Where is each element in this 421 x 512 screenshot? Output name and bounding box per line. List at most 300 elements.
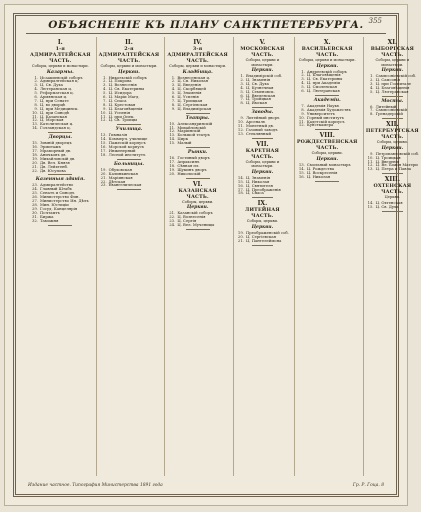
entry-number: 19. xyxy=(100,166,107,172)
entry-number: 22. xyxy=(31,167,38,173)
entry-text: Эрмитажъ xyxy=(40,144,62,150)
entry-number: 16. xyxy=(237,182,244,188)
entry-text: Малый xyxy=(177,140,192,146)
section-divider xyxy=(48,225,72,226)
category-heading: Церкви. xyxy=(251,169,274,175)
entry-text: Ц. Скорбящей xyxy=(177,86,207,92)
entry-number: 3. xyxy=(369,80,374,86)
section-number: IX. xyxy=(257,200,268,208)
entry-text: Сенатъ и Синодъ xyxy=(40,190,75,196)
section-title: ПЕТЕРБУРГСКАЯ ЧАСТЬ. xyxy=(365,128,419,141)
entry-number: 14. xyxy=(298,165,305,171)
entry-number: 14. xyxy=(367,199,374,205)
entry-text: Ц. при Госпитале xyxy=(375,80,412,86)
entry-number: 3. xyxy=(103,82,107,88)
entry-text: Гостиный дворъ xyxy=(177,155,210,161)
entry-number: 14. xyxy=(169,136,176,142)
legend-column xyxy=(28,37,93,476)
entry-number: 4. xyxy=(240,84,244,90)
legend-column xyxy=(164,37,230,476)
entry-text: Ц. Николая xyxy=(306,173,331,179)
legend-entry xyxy=(297,123,358,127)
legend-entry xyxy=(167,107,228,111)
section-subtitle: Соборы, церкви. xyxy=(376,140,408,145)
section-divider xyxy=(315,129,339,130)
category-heading: Заводы. xyxy=(251,110,274,116)
entry-number: 16. xyxy=(100,144,107,150)
entry-number: 12. xyxy=(31,117,38,123)
entry-text: Ц. при Академіи xyxy=(306,80,341,86)
section-subtitle: Соборы, церкви. xyxy=(311,151,343,156)
entry-text: Петропавловскій соб. xyxy=(375,150,420,156)
entry-number: 9. xyxy=(369,150,374,156)
entry-text: Ц. Рождества xyxy=(306,165,335,171)
entry-text: Ц. Успенія xyxy=(108,109,131,115)
legend-columns xyxy=(28,37,420,476)
entry-text: Ц. Св. Духа xyxy=(245,80,269,86)
entry-number: 10. xyxy=(367,154,374,160)
section-divider xyxy=(315,181,339,182)
entry-text: Ц. Сергіевская xyxy=(245,233,277,239)
entry-number: 8. xyxy=(171,101,176,107)
entry-text: Ц. при Сенате xyxy=(40,97,69,103)
entry-number: 13. xyxy=(298,161,305,167)
section-divider xyxy=(315,95,339,96)
entry-text: Калинкинская xyxy=(108,170,138,176)
legend-entry xyxy=(297,175,358,179)
entry-text: Ц. Троицкая xyxy=(375,154,401,160)
entry-text: Маріинская xyxy=(108,174,133,180)
entry-number: 10. xyxy=(169,120,176,126)
entry-number: 9. xyxy=(34,105,38,111)
entry-number: 7. xyxy=(240,96,244,102)
entry-number: 15. xyxy=(237,178,244,184)
section-number: I. xyxy=(57,39,63,46)
entry-text: Ц. Св. Екатерины xyxy=(108,86,145,92)
section-title: ОХТЕНСКАЯ ЧАСТЬ. xyxy=(373,183,412,196)
entry-number: 1. xyxy=(240,73,244,78)
entry-number: 10. xyxy=(237,119,244,125)
section-title: КАРЕТНАЯ ЧАСТЬ. xyxy=(245,147,280,160)
section-divider xyxy=(186,229,210,230)
entry-number: 9. xyxy=(103,105,107,111)
entry-text: Монетный дв. xyxy=(245,123,274,129)
entry-text: Ц. Введенія xyxy=(177,82,201,88)
entry-number: 9. xyxy=(171,105,176,111)
entry-text: Гренадерскій xyxy=(375,111,403,117)
entry-number: 18. xyxy=(31,151,38,157)
entry-text: Мраморный дв. xyxy=(40,148,72,153)
legend-entry xyxy=(236,239,289,243)
entry-number: 25. xyxy=(31,190,38,196)
entry-number: 6. xyxy=(301,88,305,94)
entry-text: Ц. Лютеранская xyxy=(375,88,409,94)
entry-number: 11. xyxy=(169,124,176,130)
entry-text: Ц. Крестовая xyxy=(108,101,136,107)
category-heading: Мосты. xyxy=(381,98,404,104)
section-divider xyxy=(186,113,210,114)
entry-number: 3. xyxy=(301,76,305,82)
section-divider xyxy=(252,245,273,246)
entry-text: Никольскій соборъ xyxy=(108,74,147,80)
entry-number: 12. xyxy=(100,117,107,123)
section-divider xyxy=(252,107,273,108)
entry-text: Министерство Фин. xyxy=(40,194,80,200)
title-divider xyxy=(26,33,386,34)
entry-text: Газовый заводъ xyxy=(245,126,278,132)
entry-number: 5. xyxy=(240,88,244,94)
legend-entry xyxy=(167,172,228,176)
category-heading: Дворцы. xyxy=(48,135,72,141)
section-title: РОЖДЕСТВЕНСКАЯ ЧАСТЬ. xyxy=(296,139,358,152)
category-heading: Академіи. xyxy=(313,97,341,103)
entry-text: Ц. Пантелеймона xyxy=(245,237,282,243)
entry-number: 13. xyxy=(367,166,374,172)
entry-number: 2. xyxy=(369,76,374,82)
entry-text: Горный институтъ xyxy=(306,114,345,120)
entry-text: Инженерный xyxy=(108,148,136,153)
legend-entry xyxy=(366,112,420,116)
entry-number: 21. xyxy=(100,174,107,180)
entry-text: Сѣнная пл. xyxy=(177,162,200,168)
entry-number: 5. xyxy=(301,84,305,90)
legend-column xyxy=(363,37,421,476)
section-title: ВАСИЛЬЕВСКАЯ ЧАСТЬ. xyxy=(301,46,353,58)
entry-number: 20. xyxy=(31,159,38,165)
entry-text: Ц. Св. Николая xyxy=(177,78,209,84)
entry-number: 6. xyxy=(103,94,107,100)
entry-number: 4. xyxy=(103,86,107,92)
entry-text: Большой театръ xyxy=(177,132,210,138)
entry-number: 12. xyxy=(169,128,176,134)
entry-number: 1. xyxy=(301,68,305,74)
entry-text: Главный Штабъ xyxy=(40,186,73,192)
entry-text: Академія Художествъ xyxy=(306,106,351,112)
category-heading: Больницы. xyxy=(113,161,144,167)
entry-number: 3. xyxy=(171,82,176,88)
entry-text: Академія Наукъ xyxy=(306,102,340,108)
entry-text: Ц. Воскресенія xyxy=(306,169,338,175)
entry-number: 3. xyxy=(240,80,244,86)
entry-number: 8. xyxy=(103,101,107,107)
entry-number: 15. xyxy=(100,140,107,146)
section-title: ЛИТЕЙНАЯ ЧАСТЬ. xyxy=(245,207,280,220)
entry-text: Ц. Самсонія xyxy=(375,76,401,82)
entry-number: 5. xyxy=(103,90,107,96)
entry-number: 5. xyxy=(369,88,374,94)
archive-stamp: 355 xyxy=(368,17,382,25)
entry-number: 11. xyxy=(100,113,107,119)
section-divider xyxy=(252,197,273,198)
section-subtitle: Соборы, церкви. xyxy=(246,219,279,224)
category-heading: Церкви. xyxy=(381,145,404,151)
section-subtitle: Соборы, церкви и монастыри. xyxy=(100,64,158,68)
section-title: 2-я АДМИРАЛТЕЙСКАЯ ЧАСТЬ. xyxy=(98,46,160,64)
entry-number: 21. xyxy=(31,163,38,169)
entry-number: 2. xyxy=(301,72,305,78)
entry-number: 23. xyxy=(100,182,107,188)
entry-number: 20. xyxy=(169,170,176,176)
section-subtitle: Соборы, церкви. xyxy=(182,199,214,204)
section-number: XI. xyxy=(387,39,398,46)
entry-text: Ц. во дворцѣ xyxy=(40,101,66,107)
entry-number: 4. xyxy=(369,84,374,90)
entry-text: Ц. при Медицинск. xyxy=(40,105,79,111)
entry-text: Ц. Благовѣщенія xyxy=(108,105,143,111)
entry-text: Маріинскій xyxy=(177,128,201,134)
entry-text: Коммерч. училище xyxy=(108,136,148,142)
entry-text: Ц. Покрова xyxy=(108,78,132,84)
entry-text: Ц. Вел. Мученицы xyxy=(177,221,215,227)
section-number: II. xyxy=(125,39,133,46)
legend-entry xyxy=(99,183,160,187)
entry-text: Арсеналъ xyxy=(245,119,266,125)
legend-entry xyxy=(236,191,289,195)
decorative-frame xyxy=(13,13,420,497)
section-number: XII. xyxy=(386,121,399,129)
entry-text: Ц. Благовѣщенія xyxy=(375,84,410,90)
entry-text: Мин. Юстиціи xyxy=(40,201,69,207)
entry-number: 28. xyxy=(31,201,38,207)
entry-text: Ц. Знаменія xyxy=(245,76,271,82)
entry-text: Лютеранская ц. xyxy=(40,86,73,92)
entry-text: Ц. Введенская xyxy=(245,92,276,98)
entry-number: 10. xyxy=(31,109,38,115)
section-number: VII. xyxy=(256,140,269,148)
entry-text: Дѣтская xyxy=(108,178,126,184)
entry-number: 13. xyxy=(100,132,107,138)
legend-entry xyxy=(366,90,420,94)
entry-number: 2. xyxy=(171,78,176,84)
entry-text: Ц. Казанская xyxy=(40,113,67,119)
entry-number: 21. xyxy=(237,237,244,243)
entry-number: 1. xyxy=(103,74,107,80)
entry-number: 7. xyxy=(301,102,305,108)
section-number: XIII. xyxy=(384,176,400,184)
entry-number: 19. xyxy=(169,166,176,172)
entry-number: 2. xyxy=(34,78,38,84)
entry-text: Литейный xyxy=(375,103,397,109)
entry-text: Исаакиевскій соборъ xyxy=(40,74,83,80)
entry-text: Ц. Лютеранская xyxy=(306,88,340,94)
entry-number: 14. xyxy=(100,136,107,142)
section-divider xyxy=(186,147,210,148)
section-title: 3-я АДМИРАЛТЕЙСКАЯ ЧАСТЬ. xyxy=(167,46,228,64)
entry-number: 14. xyxy=(31,125,38,131)
legend-column xyxy=(233,37,291,476)
entry-text: Ц. Вл. Божія Матери xyxy=(375,162,418,168)
entry-number: 15. xyxy=(169,140,176,146)
legend-column xyxy=(294,37,360,476)
entry-text: Ц. Спаса xyxy=(108,97,127,103)
entry-number: 3. xyxy=(34,82,38,88)
entry-number: 27. xyxy=(31,198,38,204)
entry-text: Андреевскій соборъ xyxy=(306,68,347,74)
entry-text: Преображенскій соб. xyxy=(245,229,289,235)
section-number: X. xyxy=(323,39,331,46)
category-heading: Церкви. xyxy=(316,63,339,69)
entry-number: 15. xyxy=(298,169,305,175)
section-title: КАЗАНСКАЯ ЧАСТЬ. xyxy=(178,187,217,200)
entry-number: 8. xyxy=(301,106,305,112)
entry-number: 4. xyxy=(34,86,38,92)
legend-entry xyxy=(366,167,420,171)
entry-text: Зимній дворецъ xyxy=(40,140,72,146)
entry-text: Ц. Святителя xyxy=(245,182,273,188)
entry-text: Ц. Введенія xyxy=(375,158,400,164)
entry-number: 5. xyxy=(34,90,38,96)
section-divider xyxy=(186,178,210,179)
entry-text: Дв. Лейхтенб. xyxy=(40,163,69,169)
entry-text: Голландская ц. xyxy=(40,125,71,131)
legend-entry xyxy=(167,141,228,145)
legend-entry xyxy=(30,169,91,173)
entry-text: Сампсоніевскій xyxy=(375,107,408,113)
section-divider xyxy=(382,173,403,174)
entry-number: 5. xyxy=(171,90,176,96)
entry-text: Кадетскій корпусъ xyxy=(306,118,345,124)
entry-number: 8. xyxy=(240,100,244,106)
entry-text: Ц. Николая xyxy=(245,178,270,184)
category-heading: Рынки. xyxy=(187,150,208,156)
entry-number: 12. xyxy=(298,122,305,128)
section-divider xyxy=(382,96,403,97)
entry-number: 30. xyxy=(31,209,38,215)
entry-number: 13. xyxy=(237,130,244,136)
entry-text: Ц. Маріи Магд. xyxy=(108,94,140,100)
entry-number: 16. xyxy=(169,155,176,161)
entry-number: 20. xyxy=(100,170,107,176)
entry-text: Ц. Благовѣщенія xyxy=(306,72,341,78)
section-title: МОСКОВСКАЯ ЧАСТЬ. xyxy=(240,46,285,58)
entry-text: Сампсоніевскій соб. xyxy=(375,73,417,78)
entry-text: Александринскій xyxy=(177,120,213,126)
legend-entry xyxy=(236,132,289,136)
entry-text: Ц. Троицкая xyxy=(245,96,271,102)
section-number: VIII. xyxy=(319,132,335,140)
entry-text: Ц. Кузнечная xyxy=(245,84,274,90)
entry-number: 32. xyxy=(31,217,38,223)
entry-number: 12. xyxy=(367,162,374,168)
entry-number: 11. xyxy=(367,158,374,164)
entry-number: 7. xyxy=(369,107,374,113)
entry-number: 18. xyxy=(100,151,107,157)
entry-text: Обуховская xyxy=(108,166,133,172)
category-heading: Кладбища. xyxy=(182,69,213,75)
entry-number: 16. xyxy=(298,173,305,179)
entry-text: Ц. Морская xyxy=(40,117,64,123)
entry-number: 22. xyxy=(169,214,176,220)
section-divider xyxy=(117,124,141,125)
entry-number: 14. xyxy=(237,174,244,180)
entry-text: Апраксинъ xyxy=(177,159,200,164)
entry-text: Никольскій xyxy=(177,170,201,176)
section-title: ВЫБОРГСКАЯ ЧАСТЬ. xyxy=(370,46,415,58)
entry-text: Университетъ xyxy=(306,110,336,116)
entry-number: 17. xyxy=(100,148,107,153)
entry-text: Ц. Троицкая xyxy=(177,97,203,103)
entry-text: Адмиралтейство xyxy=(40,182,74,188)
entry-number: 31. xyxy=(31,213,38,219)
section-divider xyxy=(382,118,403,119)
section-subtitle: Церкви. xyxy=(384,195,401,200)
entry-number: 15. xyxy=(367,203,374,209)
entry-text: Ц. Преображенія xyxy=(245,186,281,192)
entry-text: Ц. Охтенская xyxy=(375,199,403,205)
entry-text: Ц. Вознесенія xyxy=(108,82,137,88)
section-subtitle: Соборы, церкви и монастыри. xyxy=(245,159,280,169)
entry-number: 12. xyxy=(237,126,244,132)
entry-text: Министерство Ин. Дѣлъ xyxy=(40,198,89,204)
entry-number: 11. xyxy=(237,123,244,129)
entry-text: Ц. Знаменія xyxy=(177,90,202,96)
entry-number: 8. xyxy=(34,101,38,107)
entry-number: 11. xyxy=(31,113,38,119)
section-divider xyxy=(48,174,72,175)
section-number: V. xyxy=(259,39,266,46)
entry-text: Аничковъ дв. xyxy=(40,151,67,157)
section-divider xyxy=(252,138,273,139)
entry-number: 6. xyxy=(34,94,38,100)
legend-entry xyxy=(167,223,228,227)
entry-text: Кунсткамера xyxy=(306,122,334,128)
category-heading: Церкви. xyxy=(251,68,274,73)
entry-number: 9. xyxy=(240,115,244,121)
entry-text: Дв. Юсупова xyxy=(40,167,66,173)
entry-number: 16. xyxy=(31,144,38,150)
entry-text: Госуд. Канцелярія xyxy=(40,205,78,211)
entry-number: 23. xyxy=(169,217,176,223)
entry-number: 7. xyxy=(171,97,176,103)
entry-text: Литейный дворъ xyxy=(245,115,280,121)
entry-number: 24. xyxy=(31,186,38,192)
section-subtitle: Соборы, церкви и монастыри. xyxy=(298,58,356,62)
entry-text: Ц. Успенія xyxy=(177,94,199,100)
entry-text: Гимназія xyxy=(108,132,128,138)
entry-text: Ц. Сергіевская xyxy=(177,101,208,107)
entry-number: 8. xyxy=(369,111,374,117)
entry-number: 19. xyxy=(237,229,244,235)
entry-number: 29. xyxy=(31,205,38,211)
entry-number: 11. xyxy=(298,118,305,124)
category-heading: Театры. xyxy=(185,115,210,121)
entry-number: 24. xyxy=(169,221,176,227)
section-divider xyxy=(117,159,141,160)
category-heading: Церкви. xyxy=(186,205,209,211)
entry-text: Казанскій соборъ xyxy=(177,210,213,216)
entry-number: 1. xyxy=(369,73,374,78)
entry-number: 21. xyxy=(169,210,176,216)
section-divider xyxy=(117,189,141,190)
page-title: ОБЪЯСНЕНІЕ КЪ ПЛАНУ САНКТПЕТЕРБУРГА. xyxy=(48,19,364,31)
entry-text: Вознесенская ц. xyxy=(177,74,211,80)
legend-entry xyxy=(297,89,358,93)
entry-number: 1. xyxy=(34,74,38,80)
entry-number: 17. xyxy=(169,159,176,164)
entry-number: 15. xyxy=(31,140,38,146)
entry-number: 7. xyxy=(34,97,38,103)
entry-text: Ц. Смоленская xyxy=(306,84,338,90)
entry-number: 6. xyxy=(240,92,244,98)
map-legend-sheet xyxy=(4,4,420,506)
section-subtitle: Соборы, церкви и монастыри. xyxy=(245,58,280,67)
footer xyxy=(28,483,384,488)
legend-column xyxy=(96,37,162,476)
entry-text: Ц. Знаменія xyxy=(245,174,271,180)
entry-text: Ц. при Синодѣ xyxy=(40,109,70,115)
section-divider xyxy=(382,211,403,212)
entry-text: Смольный монастырь xyxy=(306,161,351,167)
